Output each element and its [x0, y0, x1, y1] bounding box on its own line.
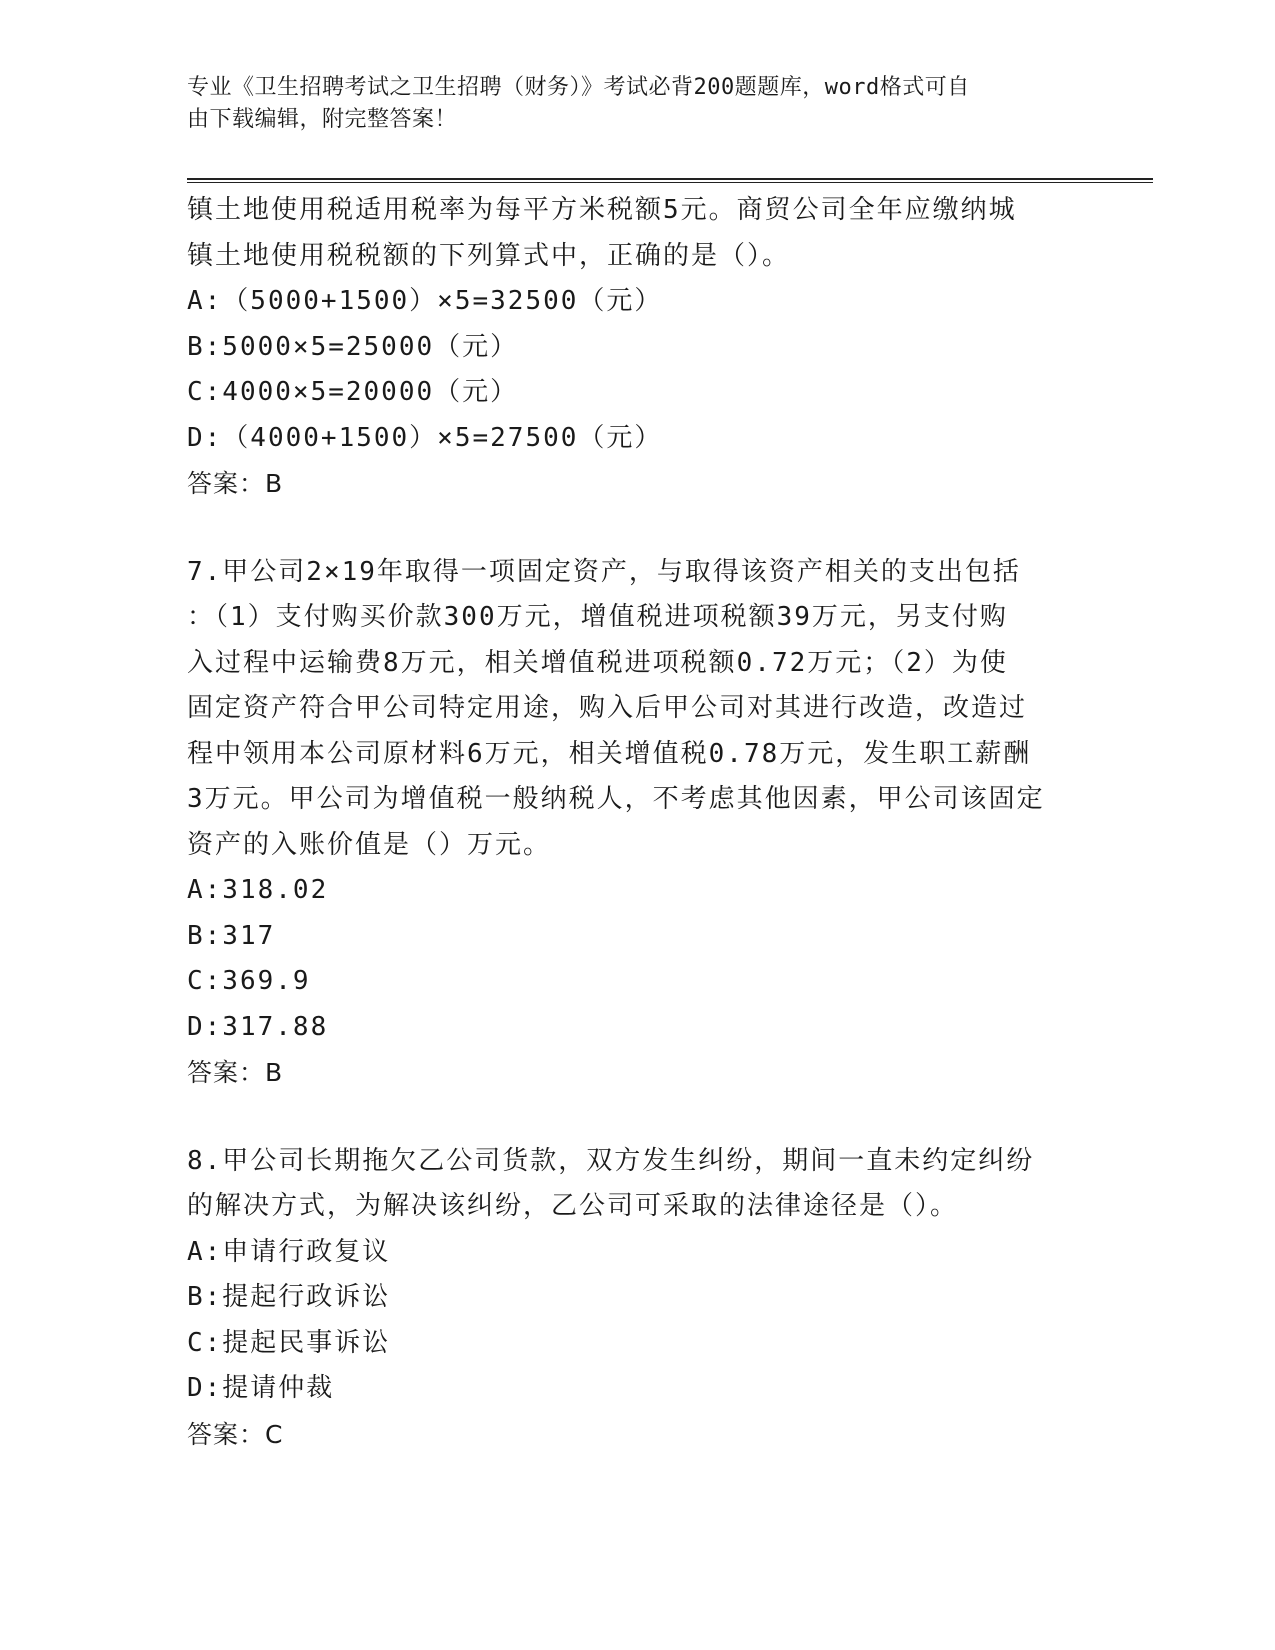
- header-rule-thin: [187, 182, 1153, 183]
- question-gap: [187, 1096, 1087, 1139]
- option-d: D:（4000+1500）×5=27500（元）: [187, 422, 663, 453]
- question-stem-line: 入过程中运输费8万元，相关增值税进项税额0.72万元；（2）为使: [187, 647, 1008, 678]
- answer-line: 答案：B: [187, 1058, 284, 1087]
- option-b: B:提起行政诉讼: [187, 1282, 391, 1312]
- answer-line: 答案：C: [187, 1419, 284, 1449]
- question-gap: [187, 507, 1087, 550]
- answer-line: 答案：B: [187, 469, 284, 498]
- question-stem-line: 镇土地使用税适用税率为每平方米税额5元。商贸公司全年应缴纳城: [187, 195, 1017, 225]
- question-stem-line: ：（1）支付购买价款300万元，增值税进项税额39万元，另支付购: [187, 602, 1008, 632]
- header-line-2: 由下载编辑，附完整答案！: [187, 107, 458, 132]
- question-6: [187, 188, 1087, 507]
- question-stem-line: 镇土地使用税税额的下列算式中，正确的是（）。: [187, 240, 791, 271]
- document-body: [187, 188, 1087, 1457]
- question-stem-line: 固定资产符合甲公司特定用途，购入后甲公司对其进行改造，改造过: [187, 693, 1028, 723]
- question-stem-line: 资产的入账价值是（）万元。: [187, 829, 552, 860]
- question-stem-line: 7.甲公司2×19年取得一项固定资产，与取得该资产相关的支出包括: [187, 556, 1021, 587]
- header-rule-thick: [187, 178, 1153, 180]
- question-stem-line: 8.甲公司长期拖欠乙公司货款，双方发生纠纷，期间一直未约定纠纷: [187, 1145, 1035, 1176]
- option-a: A:318.02: [187, 875, 329, 905]
- header-line-1: 专业《卫生招聘考试之卫生招聘（财务）》考试必背200题题库，word格式可自: [187, 75, 970, 100]
- option-a: A:申请行政复议: [187, 1236, 391, 1267]
- question-8: [187, 1139, 1087, 1458]
- question-stem-line: 程中领用本公司原材料6万元，相关增值税0.78万元，发生职工薪酬: [187, 738, 1032, 769]
- option-b: B:317: [187, 920, 276, 951]
- document-header: [187, 72, 1067, 136]
- option-d: D:提请仲裁: [187, 1373, 335, 1403]
- option-b: B:5000×5=25000（元）: [187, 331, 519, 362]
- option-c: C:4000×5=20000（元）: [187, 377, 519, 407]
- option-d: D:317.88: [187, 1011, 329, 1042]
- option-c: C:提起民事诉讼: [187, 1327, 391, 1358]
- option-a: A:（5000+1500）×5=32500（元）: [187, 286, 663, 316]
- question-stem-line: 的解决方式，为解决该纠纷，乙公司可采取的法律途径是（）。: [187, 1191, 959, 1221]
- question-stem-line: 3万元。甲公司为增值税一般纳税人，不考虑其他因素，甲公司该固定: [187, 784, 1045, 814]
- option-c: C:369.9: [187, 966, 311, 996]
- question-7: [187, 550, 1087, 1096]
